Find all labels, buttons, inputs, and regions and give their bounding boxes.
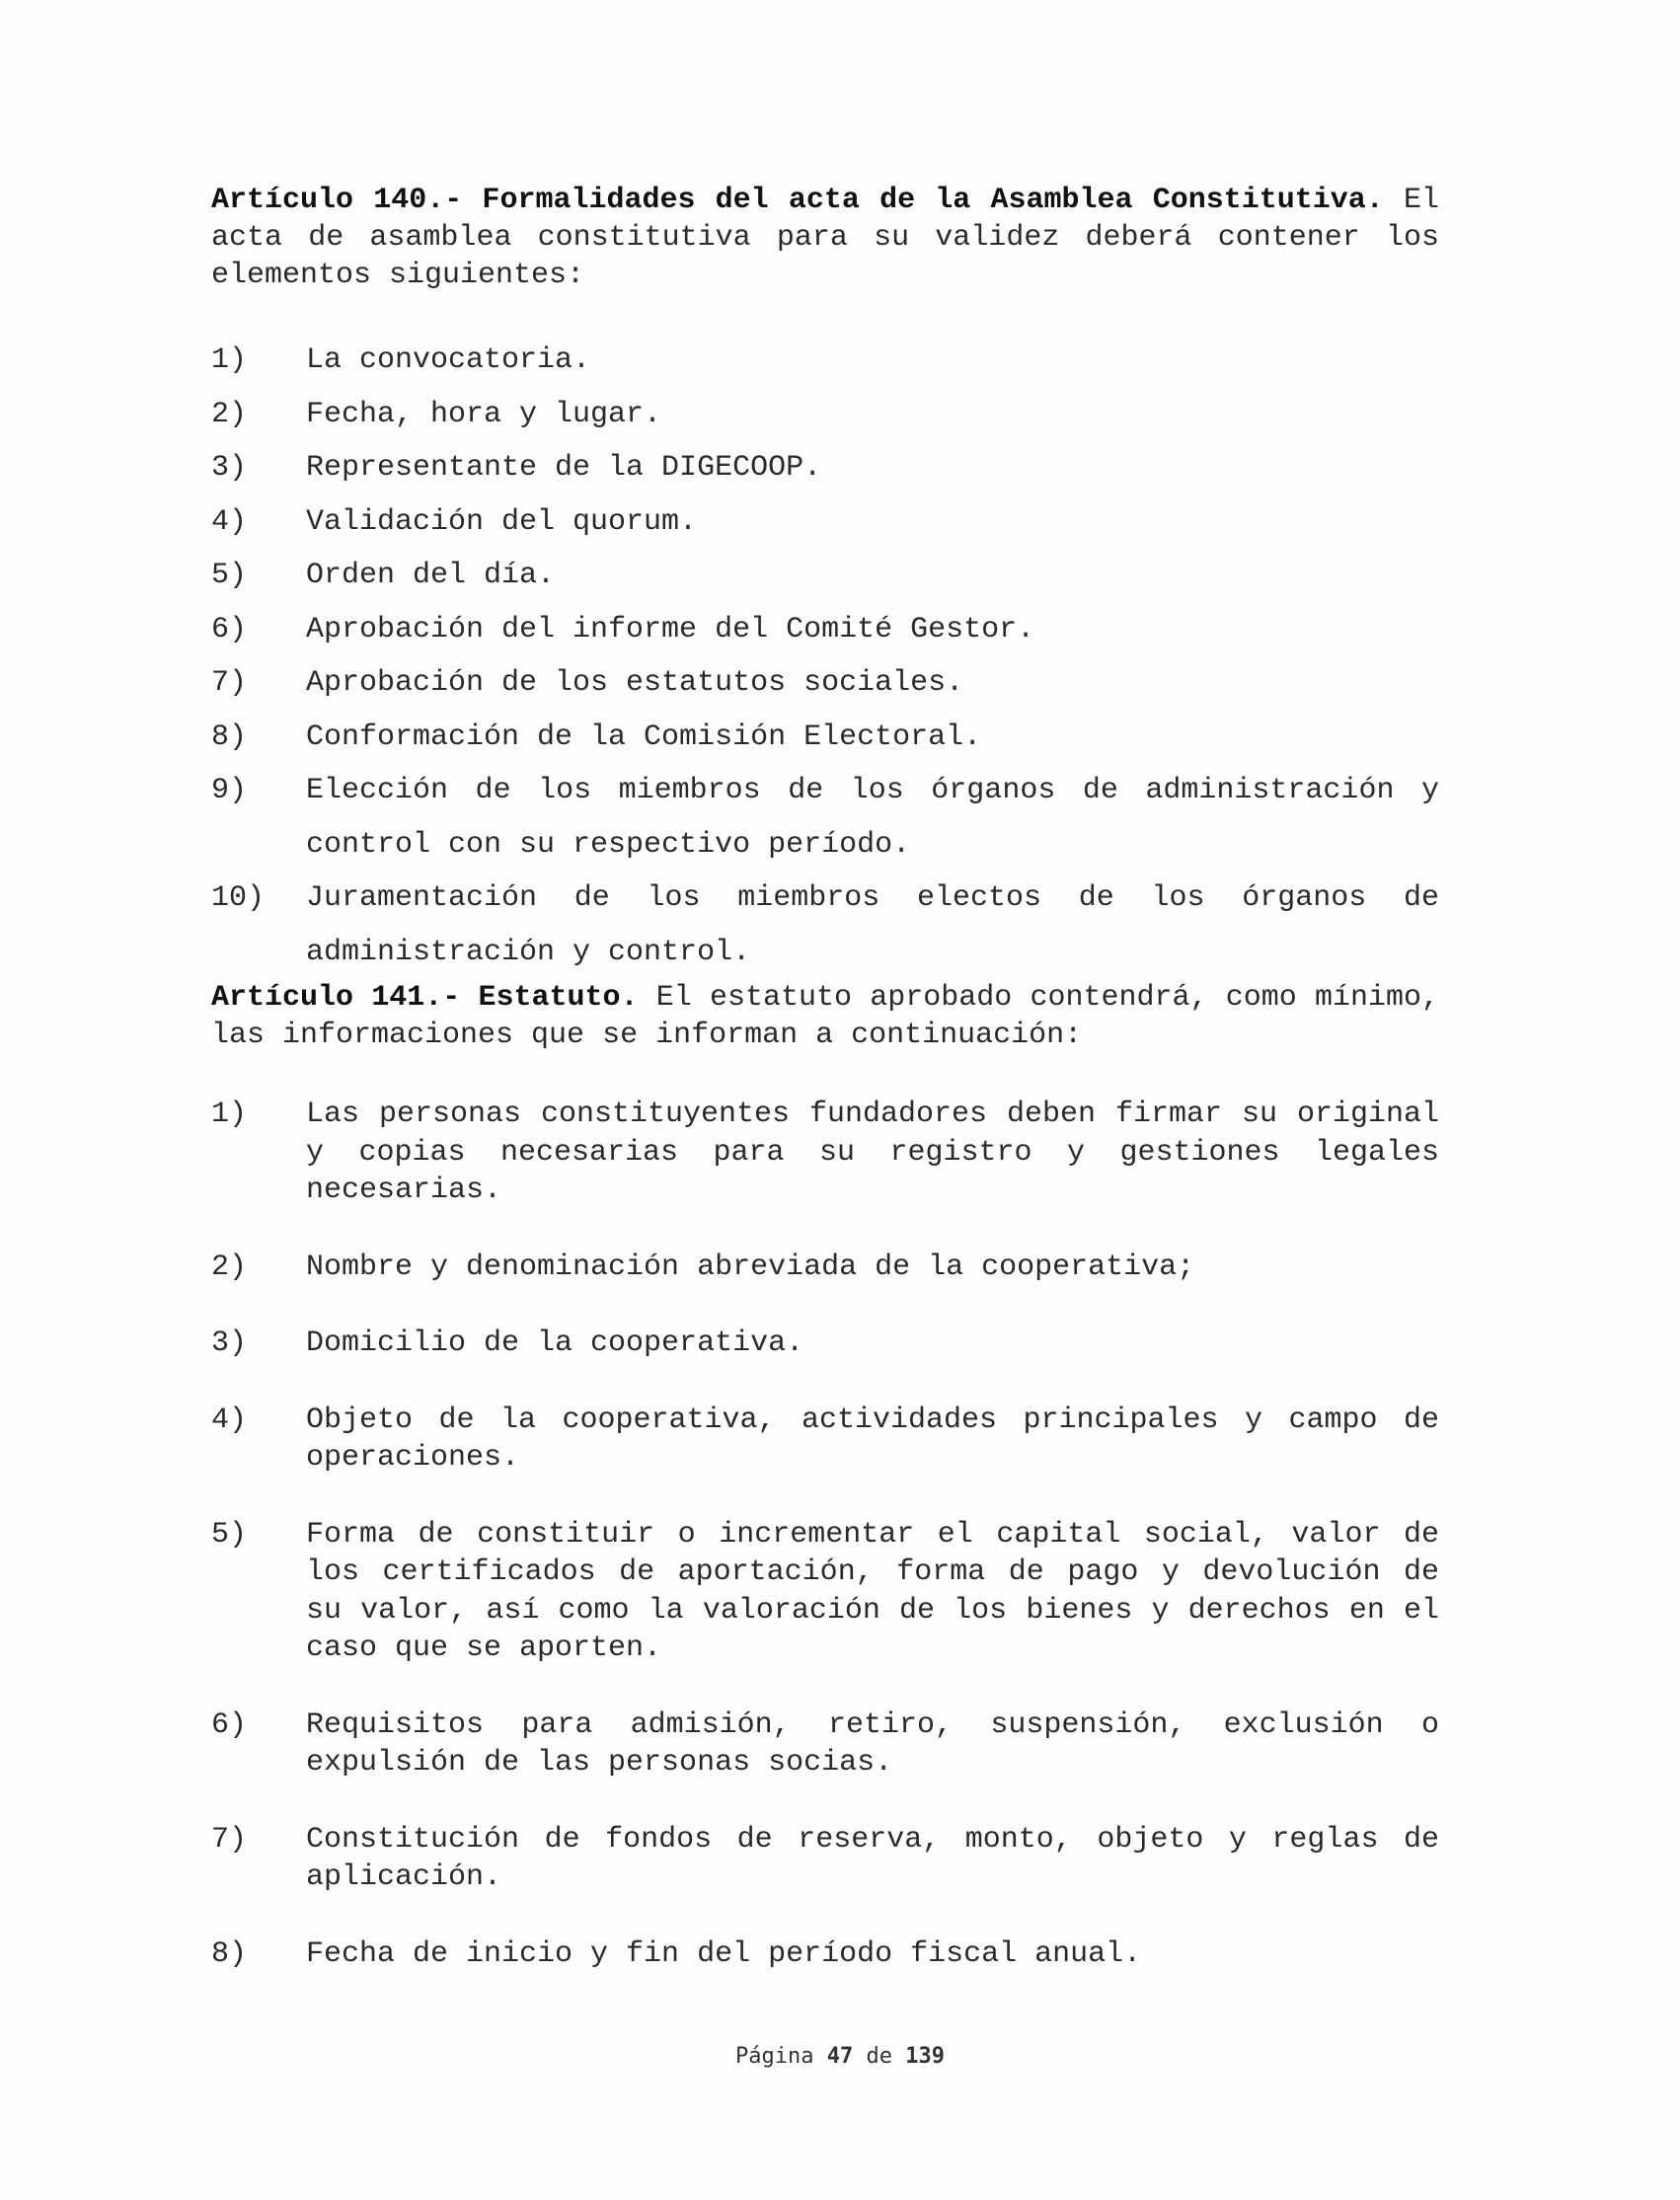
list-item-number: 7) [211, 1822, 248, 1857]
article-140-heading: Artículo 140.- Formalidades del acta de la Asamblea Constitutiva. [211, 184, 1384, 217]
article-140-list [211, 334, 1439, 979]
list-item [211, 549, 1439, 603]
list-item [211, 334, 1439, 388]
list-item-number: 8) [211, 1936, 248, 1971]
list-item [211, 1325, 1439, 1363]
list-item-text: Forma de constituir o incrementar el capital social, valor de los certificados de aportación, forma de pago y devolución de su valor, así como la valoración de los bienes y derechos en el caso que se aporten. [306, 1517, 1439, 1665]
article-141-paragraph [211, 979, 1439, 1054]
list-item [211, 1821, 1439, 1897]
list-item-text: Fecha de inicio y fin del período fiscal anual. [306, 1936, 1142, 1971]
article-140-intro: El acta de asamblea constitutiva para su validez deberá contener los elementos siguientes: [211, 184, 1439, 292]
list-item-number: 3) [211, 1327, 248, 1360]
list-item [211, 656, 1439, 711]
list-item [211, 495, 1439, 550]
list-item-text: La convocatoria. [306, 343, 591, 377]
list-item-number: 5) [211, 559, 248, 592]
article-141-heading: Artículo 141.- Estatuto. [211, 981, 639, 1015]
list-item-number: 7) [211, 666, 248, 700]
footer-total-pages: 139 [905, 2044, 945, 2069]
list-item-text: Elección de los miembros de los órganos de administración y control con su respectivo período. [306, 774, 1439, 862]
list-item-number: 2) [211, 1250, 248, 1284]
list-item [211, 603, 1439, 657]
list-item-text: Aprobación de los estatutos sociales. [306, 666, 964, 700]
list-item [211, 388, 1439, 442]
list-item-number: 3) [211, 451, 248, 485]
list-item-text: Conformación de la Comisión Electoral. [306, 720, 982, 754]
list-item-number: 8) [211, 720, 248, 754]
article-141-list [211, 1096, 1439, 2011]
list-item-text: Aprobación del informe del Comité Gestor. [306, 612, 1035, 646]
list-item [211, 1935, 1439, 1974]
list-item-text: Representante de la DIGECOOP. [306, 451, 822, 485]
list-item-number: 1) [211, 1098, 248, 1131]
footer-of-word: de [866, 2044, 892, 2069]
list-item-number: 6) [211, 1707, 248, 1742]
footer-page-number: 47 [826, 2044, 854, 2069]
list-item [211, 1516, 1439, 1668]
list-item [211, 711, 1439, 765]
list-item [211, 1249, 1439, 1287]
list-item-text: Orden del día. [306, 559, 556, 592]
list-item-number: 1) [211, 343, 248, 377]
list-item-number: 9) [211, 774, 248, 807]
list-item-text: Validación del quorum. [306, 504, 698, 539]
article-141-intro: El estatuto aprobado contendrá, como mínimo, las informaciones que se informan a continuación: [211, 981, 1439, 1052]
list-item [211, 872, 1439, 979]
list-item-number: 2) [211, 397, 248, 431]
list-item-number: 10) [211, 881, 266, 915]
list-item-text: Las personas constituyentes fundadores deben firmar su original y copias necesarias para su registro y gestiones legales necesarias. [306, 1098, 1439, 1207]
list-item-number: 6) [211, 612, 248, 646]
list-item [211, 1402, 1439, 1478]
list-item [211, 764, 1439, 872]
list-item-number: 4) [211, 1403, 248, 1437]
list-item-number: 4) [211, 504, 248, 539]
footer-page-word: Página [735, 2044, 814, 2069]
list-item [211, 441, 1439, 495]
list-item-text: Fecha, hora y lugar. [306, 397, 662, 431]
article-140-paragraph [211, 182, 1439, 294]
list-item-text: Requisitos para admisión, retiro, suspensión, exclusión o expulsión de las personas socias. [306, 1707, 1439, 1780]
list-item-text: Domicilio de la cooperativa. [306, 1327, 804, 1360]
list-item-text: Constitución de fondos de reserva, monto, objeto y reglas de aplicación. [306, 1822, 1439, 1894]
list-item [211, 1096, 1439, 1210]
list-item-text: Juramentación de los miembros electos de los órganos de administración y control. [306, 881, 1439, 969]
list-item-number: 5) [211, 1517, 248, 1552]
page-footer [0, 2044, 1680, 2069]
list-item [211, 1707, 1439, 1783]
list-item-text: Nombre y denominación abreviada de la cooperativa; [306, 1250, 1195, 1284]
list-item-text: Objeto de la cooperativa, actividades principales y campo de operaciones. [306, 1403, 1439, 1475]
